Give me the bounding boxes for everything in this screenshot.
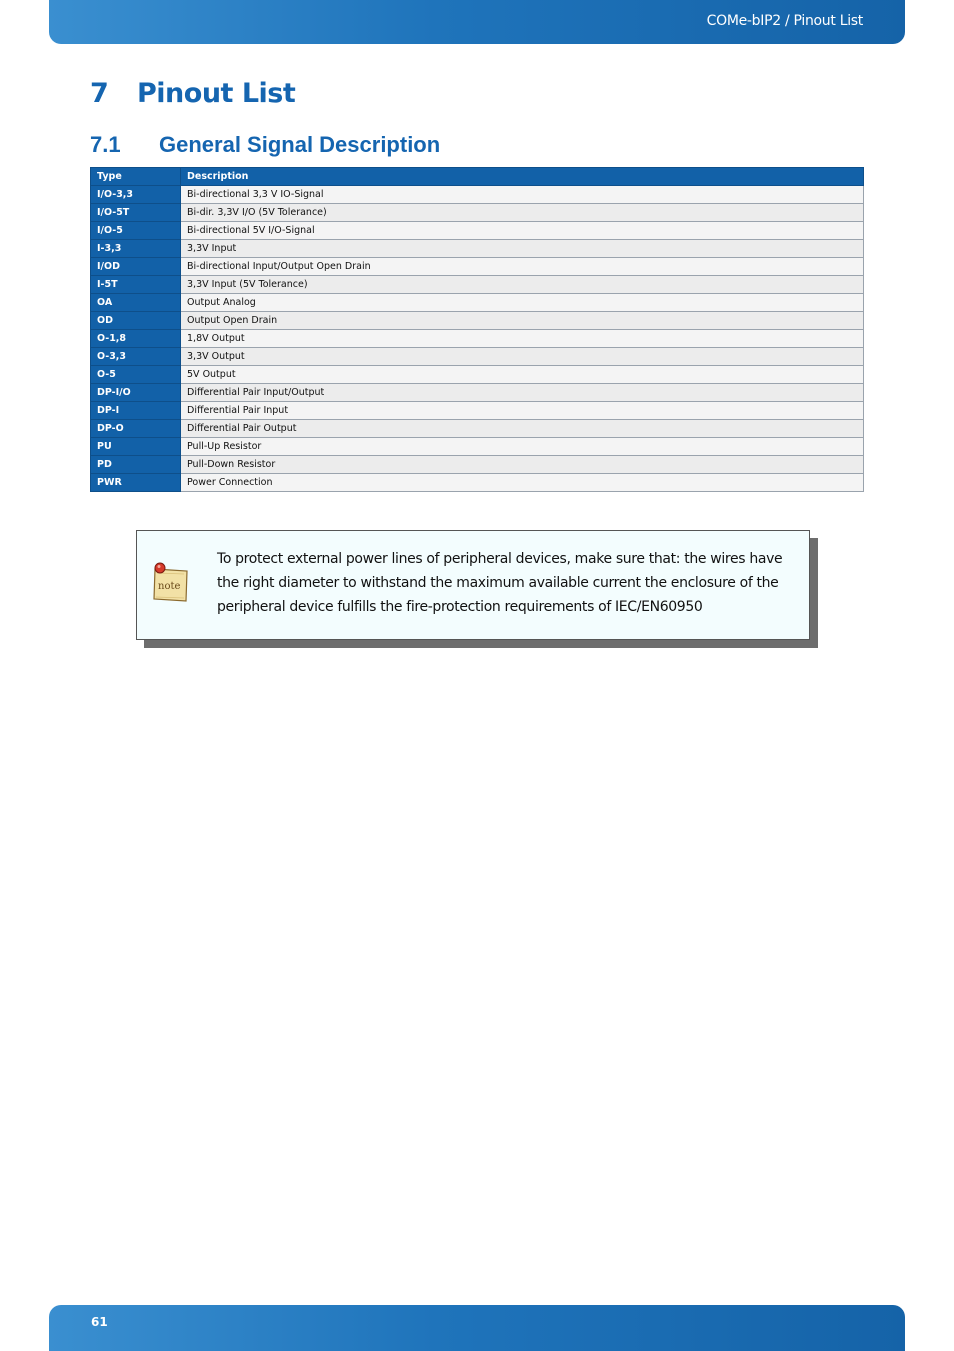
page-footer-bar — [49, 1305, 905, 1351]
signal-description-cell: Differential Pair Input — [181, 402, 864, 420]
section-title — [90, 132, 440, 158]
signal-description-cell: 3,3V Output — [181, 348, 864, 366]
signal-description-cell: 3,3V Input — [181, 240, 864, 258]
signal-description-cell: Output Open Drain — [181, 312, 864, 330]
table-row — [91, 186, 864, 204]
signal-type-cell: I/O-3,3 — [91, 186, 181, 204]
section-title-text: General Signal Description — [159, 132, 441, 157]
table-row — [91, 222, 864, 240]
signal-type-cell: OA — [91, 294, 181, 312]
signal-description-cell: Differential Pair Input/Output — [181, 384, 864, 402]
signal-description-cell: Bi-directional 5V I/O-Signal — [181, 222, 864, 240]
chapter-title-text: Pinout List — [137, 78, 296, 109]
table-row — [91, 312, 864, 330]
table-row — [91, 276, 864, 294]
table-row — [91, 438, 864, 456]
signal-description-cell: 3,3V Input (5V Tolerance) — [181, 276, 864, 294]
chapter-title — [90, 78, 295, 109]
signal-type-cell: O-5 — [91, 366, 181, 384]
signal-type-cell: DP-O — [91, 420, 181, 438]
signal-description-cell: Output Analog — [181, 294, 864, 312]
note-text: To protect external power lines of peripheral devices, make sure that: the wires have the right diameter to withstand the maximum available current the enclosure of the peripheral device fulfills the fire-protection requirements of IEC/EN60950 — [217, 551, 783, 615]
table-row — [91, 474, 864, 492]
signal-type-cell: PWR — [91, 474, 181, 492]
signal-description-cell: Bi-dir. 3,3V I/O (5V Tolerance) — [181, 204, 864, 222]
signal-type-cell: O-1,8 — [91, 330, 181, 348]
signal-type-cell: I/O-5 — [91, 222, 181, 240]
signal-description-cell: Pull-Down Resistor — [181, 456, 864, 474]
table-row — [91, 240, 864, 258]
table-row — [91, 366, 864, 384]
column-header-type: Type — [91, 168, 181, 186]
section-number: 7.1 — [90, 132, 121, 157]
signal-type-cell: I/O-5T — [91, 204, 181, 222]
signal-type-cell: O-3,3 — [91, 348, 181, 366]
table-row — [91, 456, 864, 474]
table-row — [91, 258, 864, 276]
signal-type-cell: I/OD — [91, 258, 181, 276]
signal-description-cell: 5V Output — [181, 366, 864, 384]
note-box — [136, 530, 810, 640]
signal-type-cell: I-3,3 — [91, 240, 181, 258]
signal-description-cell: Differential Pair Output — [181, 420, 864, 438]
note-icon-label: note — [158, 581, 181, 592]
signal-type-cell: DP-I/O — [91, 384, 181, 402]
table-row — [91, 294, 864, 312]
table-row — [91, 402, 864, 420]
signal-type-cell: PU — [91, 438, 181, 456]
note-pin-icon — [151, 561, 191, 609]
signal-description-cell: Bi-directional Input/Output Open Drain — [181, 258, 864, 276]
column-header-description: Description — [181, 168, 864, 186]
header-title: COMe-bIP2 / Pinout List — [706, 13, 863, 29]
table-row — [91, 348, 864, 366]
signal-type-cell: PD — [91, 456, 181, 474]
signal-description-cell: Power Connection — [181, 474, 864, 492]
table-row — [91, 330, 864, 348]
table-row — [91, 420, 864, 438]
signal-description-cell: Pull-Up Resistor — [181, 438, 864, 456]
table-row — [91, 384, 864, 402]
signal-type-cell: OD — [91, 312, 181, 330]
page-number: 61 — [91, 1315, 108, 1329]
table-body — [91, 186, 864, 492]
signal-description-cell: Bi-directional 3,3 V IO-Signal — [181, 186, 864, 204]
chapter-number: 7 — [90, 78, 109, 109]
signal-type-cell: DP-I — [91, 402, 181, 420]
page-header-bar — [49, 0, 905, 44]
table-row — [91, 204, 864, 222]
signal-description-cell: 1,8V Output — [181, 330, 864, 348]
signal-description-table — [90, 167, 864, 492]
table-header-row — [91, 168, 864, 186]
signal-type-cell: I-5T — [91, 276, 181, 294]
